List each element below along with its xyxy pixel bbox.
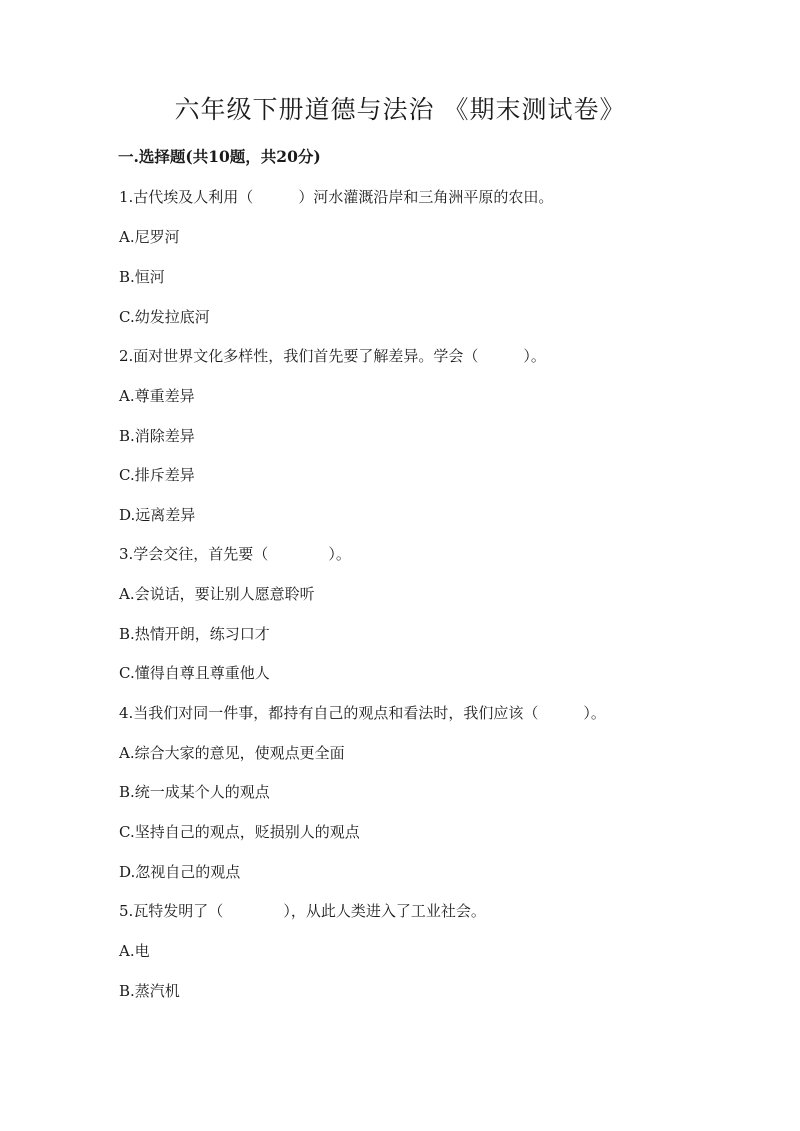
section-heading: 一.选择题(共10题，共20分) — [118, 147, 321, 166]
question-2-option-d: D.远离差异 — [119, 506, 196, 524]
question-4-stem: 4.当我们对同一件事，都持有自己的观点和看法时，我们应该（ ）。 — [119, 704, 606, 722]
question-4-option-c: C.坚持自己的观点，贬损别人的观点 — [119, 823, 360, 841]
page-title: 六年级下册道德与法治 《期末测试卷》 — [174, 95, 626, 124]
question-1-option-a: A.尼罗河 — [119, 228, 180, 246]
question-1-option-b: B.恒河 — [119, 268, 165, 286]
question-5-stem: 5.瓦特发明了（ ），从此人类进入了工业社会。 — [119, 902, 486, 920]
question-1-option-c: C.幼发拉底河 — [119, 308, 210, 326]
question-3-stem: 3.学会交往，首先要（ ）。 — [119, 545, 351, 563]
question-2-stem: 2.面对世界文化多样性，我们首先要了解差异。学会（ ）。 — [119, 347, 546, 365]
question-3-option-a: A.会说话，要让别人愿意聆听 — [119, 585, 315, 603]
question-4-option-d: D.忽视自己的观点 — [119, 863, 241, 881]
question-3-option-c: C.懂得自尊且尊重他人 — [119, 664, 270, 682]
question-2-option-b: B.消除差异 — [119, 427, 195, 445]
question-1-stem: 1.古代埃及人利用（ ）河水灌溉沿岸和三角洲平原的农田。 — [119, 188, 554, 206]
question-4-option-a: A.综合大家的意见，使观点更全面 — [119, 744, 345, 762]
question-2-option-a: A.尊重差异 — [119, 387, 195, 405]
question-3-option-b: B.热情开朗，练习口才 — [119, 625, 270, 643]
question-4-option-b: B.统一成某个人的观点 — [119, 783, 270, 801]
question-5-option-b: B.蒸汽机 — [119, 982, 180, 1000]
question-2-option-c: C.排斥差异 — [119, 466, 195, 484]
question-5-option-a: A.电 — [119, 942, 150, 960]
